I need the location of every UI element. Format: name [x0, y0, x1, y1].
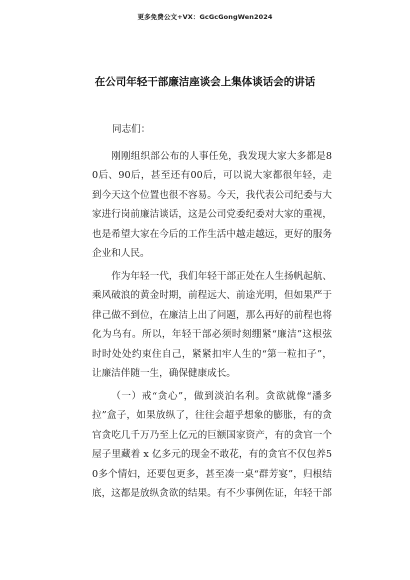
salutation: 同志们：	[112, 124, 151, 135]
document-title: 在公司年轻干部廉洁座谈会上集体谈话会的讲话	[94, 76, 316, 88]
paragraph-2: 作为年轻一代，我们年轻干部正处在人生扬帆起航、乘风破浪的黄金时期，前程远大、前途光明，但如果严于律己做不到位，在廉洁上出了问题，那么再好的前程也将化为乌有。所以，年轻干部必须时刻绷紧“廉洁”这根弦时时处处约束住自己，紧紧扣牢人生的“第一粒扣子”，让廉洁伴随一生，确保健康成长。	[92, 270, 332, 379]
paragraph-3: （一）戒“贪心”，做到淡泊名利。贪欲就像“潘多拉”盒子，如果放纵了，往往会超乎想象的膨胀，有的贪官贪吃几千万乃至上亿元的巨额国家资产，有的贪官一个屋子里藏着 x 亿多元的现金不敢花，有的贪官不仅包养50多个情妇，还要包更多，甚至凑一桌“群芳宴”，归根结底，这都是放纵贪欲的结果。有不少事例佐证，年轻干部	[92, 390, 332, 499]
document-body	[92, 120, 332, 507]
paragraph-1: 刚刚组织部公布的人事任免，我发现大家大多都是80后、90后，甚至还有00后，可以说大家都很年轻，走到今天这个位置也很不容易。今天，我代表公司纪委与大家进行岗前廉洁谈话，这是公司党委纪委对大家的重视，也是希望大家在今后的工作生活中越走越远，更好的服务企业和人民。	[92, 150, 332, 259]
header-note: 更多免费公文+VX：GcGcGongWen2024	[137, 13, 273, 21]
